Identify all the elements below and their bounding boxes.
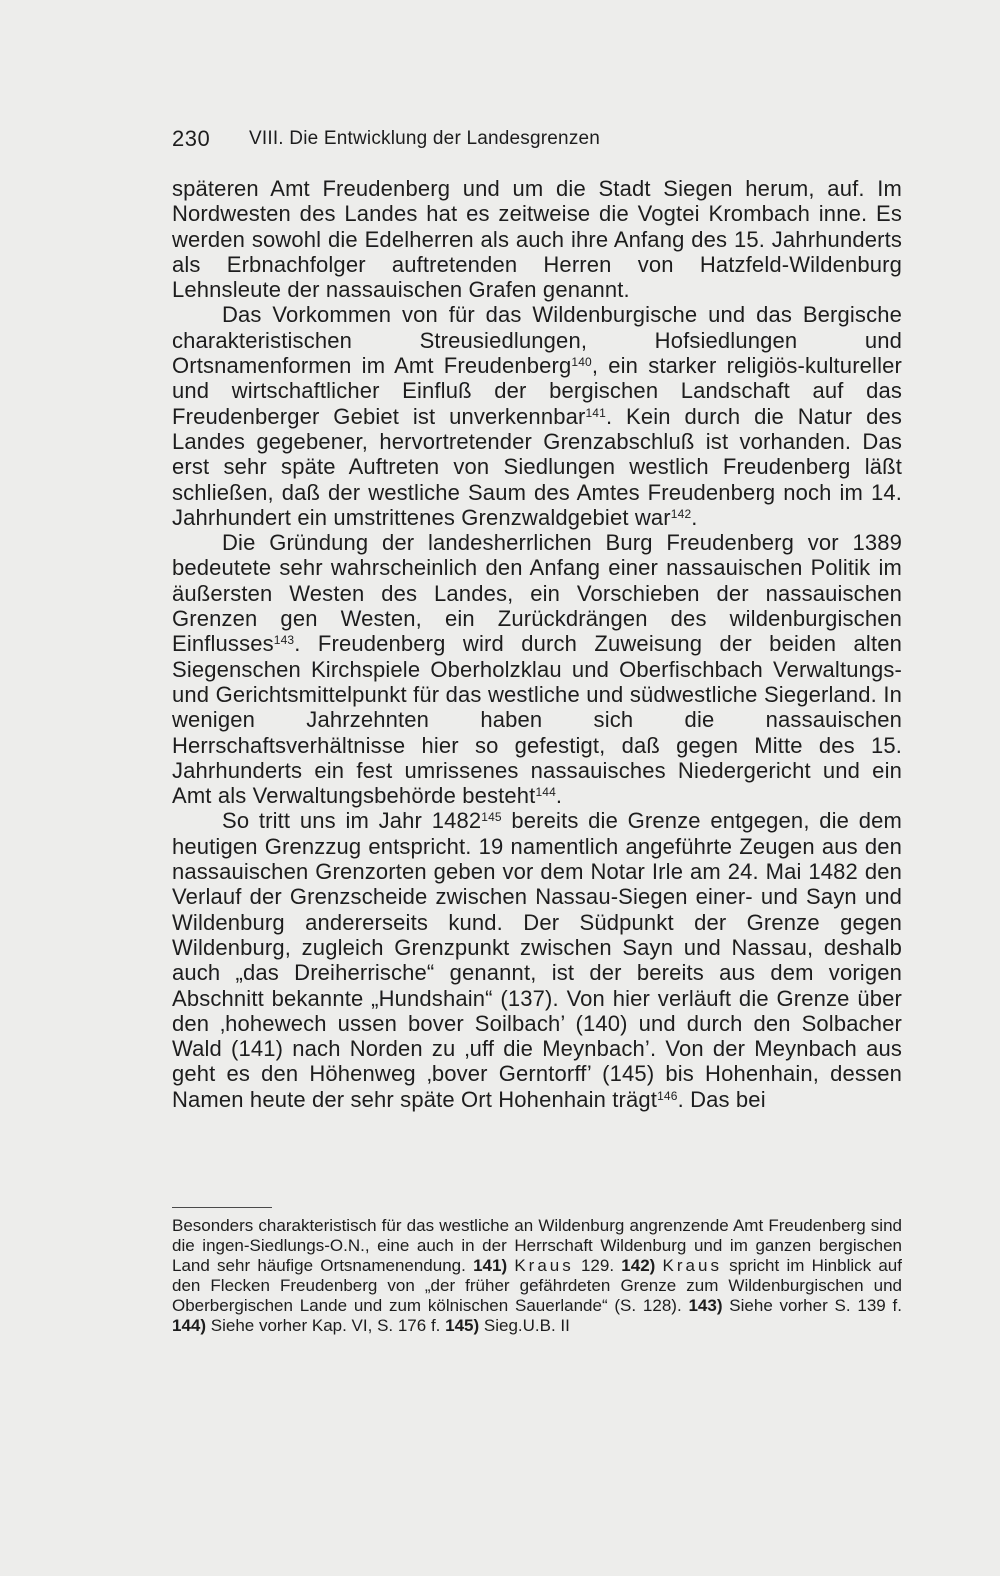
footnote-text: Siehe vorher S. 139 f.	[722, 1296, 902, 1315]
footnote-number: 143)	[688, 1296, 723, 1315]
footnote-ref-141: 141	[585, 405, 606, 420]
paragraph-text: .	[691, 504, 698, 530]
page-header	[172, 126, 902, 156]
paragraph-3	[172, 530, 902, 808]
footnote-number: 142)	[621, 1256, 656, 1275]
footnote-text: spricht im Hinblick auf den Flecken Freudenberg von „der früher gefährdeten Grenze zum Wildenburgischen und Oberbergischen Lande und zum kölnischen Sauerlande“ (S. 128).	[172, 1256, 902, 1315]
author-name: Kraus	[514, 1256, 574, 1275]
author-name: Kraus	[662, 1256, 722, 1275]
paragraph-text: . Kein durch die Natur des Landes gegebener, hervortretender Grenzabschluß ist vorhanden. Das erst sehr späte Auftreten von Siedlungen westlich Freudenberg läßt schließen, daß der westliche Saum des Amtes Freudenberg noch im 14. Jahrhundert ein umstrittenes Grenzwaldgebiet war	[172, 403, 902, 530]
running-title: VIII. Die Entwicklung der Landesgrenzen	[249, 128, 601, 149]
footnote-text: Siehe vorher Kap. VI, S. 176 f.	[206, 1316, 441, 1335]
paragraph-text: . Das bei	[677, 1086, 766, 1112]
footnote-number: 145)	[445, 1316, 480, 1335]
paragraph-1	[172, 176, 902, 302]
paragraph-4	[172, 808, 902, 1112]
footnote-ref-146: 146	[657, 1088, 678, 1103]
footnote-ref-144: 144	[535, 785, 556, 800]
paragraph-2	[172, 302, 902, 530]
footnote-ref-145: 145	[481, 810, 502, 825]
footnote-block	[172, 1216, 902, 1336]
footnote-number: 144)	[172, 1316, 207, 1335]
footnote-divider	[172, 1207, 272, 1208]
paragraph-text: , ein starker religiös-kultureller und wirtschaftlicher Einfluß der bergischen Landschaft auf das Freudenberger Gebiet ist unverkennbar	[172, 353, 902, 429]
footnote-ref-140: 140	[571, 355, 592, 370]
page-number: 230	[172, 126, 211, 151]
footnote-text: Sieg.U.B. II	[479, 1316, 570, 1335]
body-text	[172, 176, 902, 1112]
paragraph-text: Die Gründung der landesherrlichen Burg Freudenberg vor 1389 bedeutete sehr wahrscheinlich den Anfang einer nassauischen Politik im äußersten Westen des Landes, ein Vorschieben der nassauischen Grenzen gen Westen, ein Zurückdrängen des wildenburgischen Einflusses	[172, 530, 902, 657]
footnote-text: 129.	[573, 1256, 615, 1275]
paragraph-text: bereits die Grenze entgegen, die dem heutigen Grenzzug entspricht. 19 namentlich angeführte Zeugen aus den nassauischen Grenzorten geben vor dem Notar Irle am 24. Mai 1482 den Verlauf der Grenzscheide zwischen Nassau-Siegen einer- und Sayn und Wildenburg andererseits kund. Der Südpunkt der Grenze gegen Wildenburg, zugleich Grenzpunkt zwischen Sayn und Nassau, deshalb auch „das Dreiherrische“ genannt, ist der bereits aus dem vorigen Abschnitt bekannte „Hundshain“ (137). Von hier verläuft die Grenze über den ‚hohewech ussen bover Soilbach’ (140) und durch den Solbacher Wald (141) nach Norden zu ‚uff die Meynbach’. Von der Meynbach aus geht es den Höhenweg ‚bover Gerntorff’ (145) bis Hohenhain, dessen Namen heute der sehr späte Ort Hohenhain trägt	[172, 808, 902, 1112]
paragraph-text: . Freudenberg wird durch Zuweisung der beiden alten Siegenschen Kirchspiele Oberholzklau und Oberfischbach Verwaltungs- und Gerichtsmittelpunkt für das westliche und südwestliche Siegerland. In wenigen Jahrzehnten haben sich die nassauischen Herrschaftsverhältnisse hier so gefestigt, daß gegen Mitte des 15. Jahrhunderts ein fest umrissenes nassauisches Niedergericht und ein Amt als Verwaltungsbehörde besteht	[172, 631, 902, 809]
footnote-ref-142: 142	[670, 506, 692, 521]
paragraph-text: .	[555, 783, 563, 809]
footnote-ref-143: 143	[273, 633, 295, 648]
paragraph-text: späteren Amt Freudenberg und um die Stadt Siegen herum, auf. Im Nordwesten des Landes hat es zeitweise die Vogtei Krombach inne. Es werden sowohl die Edelherren als auch ihre Anfang des 15. Jahrhunderts als Erbnachfolger auftretenden Herren von Hatzfeld-Wildenburg Lehnsleute der nassauischen Grafen genannt.	[172, 176, 902, 303]
footnote-text: Besonders charakteristisch für das westliche an Wildenburg angrenzende Amt Freudenberg sind die ingen-Siedlungs-O.N., eine auch in der Herrschaft Wildenburg und im ganzen bergischen Land sehr häufige Ortsnamenendung.	[172, 1216, 902, 1275]
footnote-number: 141)	[473, 1256, 508, 1275]
footnotes	[172, 1216, 902, 1336]
paragraph-text: Das Vorkommen von für das Wildenburgische und das Bergische charakteristischen Streusiedlungen, Hofsiedlungen und Ortsnamenformen im Amt Freudenberg	[172, 302, 902, 379]
paragraph-text: So tritt uns im Jahr 1482	[222, 808, 482, 834]
